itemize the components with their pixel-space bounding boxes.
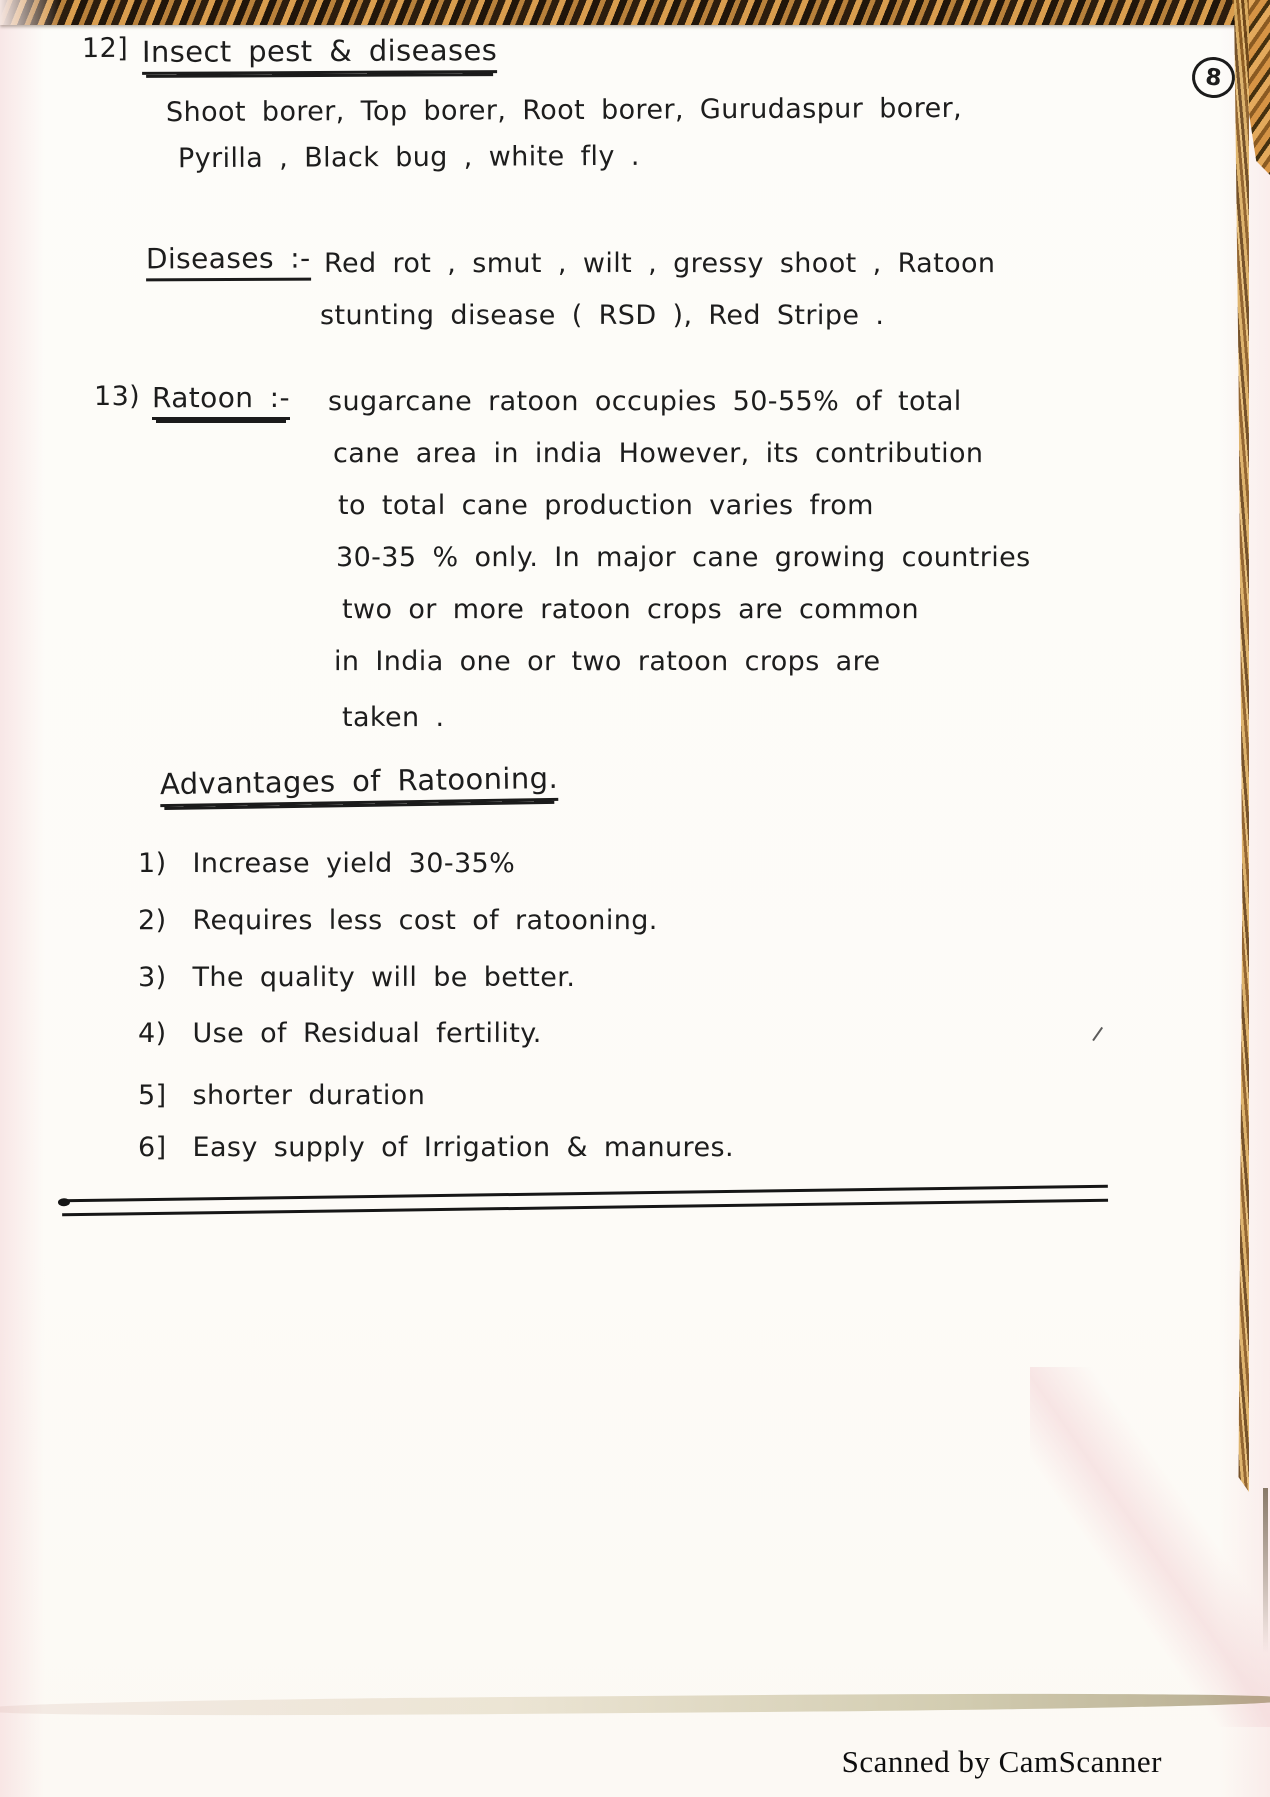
section-13-marker: 13) (94, 381, 141, 412)
advantage-item (138, 1018, 542, 1049)
stray-pen-mark (1092, 1027, 1109, 1045)
section-12-marker: 12] (81, 32, 129, 65)
ratoon-paragraph (328, 376, 1031, 748)
diseases-line-1: Red rot , smut , wilt , gressy shoot , Ratoon (324, 248, 996, 279)
advantage-item (138, 905, 658, 936)
advantage-item (138, 1080, 425, 1111)
list-item-text: Requires less cost of ratooning. (192, 905, 658, 936)
ratoon-line-3: to total cane production varies from (338, 490, 874, 521)
list-item-marker: 4) (138, 1018, 167, 1049)
page-number-badge (1190, 55, 1237, 100)
ratoon-line-7: taken . (342, 702, 445, 733)
advantage-item (138, 962, 575, 993)
ratoon-line-1: sugarcane ratoon occupies 50-55% of total (328, 386, 962, 417)
list-item-text: Easy supply of Irrigation & manures. (192, 1132, 734, 1163)
advantages-heading: Advantages of Ratooning. (160, 761, 559, 807)
ratoon-label: Ratoon :- (152, 381, 290, 420)
list-item-marker: 1) (138, 848, 167, 879)
diseases-text (320, 238, 996, 342)
advantage-item (138, 1132, 734, 1163)
insect-pests-line-2: Pyrilla , Black bug , white fly . (177, 140, 640, 175)
list-item-text: Use of Residual fertility. (192, 1018, 542, 1049)
ratoon-line-6: in India one or two ratoon crops are (334, 646, 881, 677)
advantage-item (138, 848, 515, 879)
scan-pink-streak (1030, 1367, 1270, 1727)
diseases-line-2: stunting disease ( RSD ), Red Stripe . (320, 300, 885, 331)
ratoon-line-5: two or more ratoon crops are common (342, 594, 919, 625)
list-item-marker: 2) (138, 905, 167, 936)
camscanner-watermark: Scanned by CamScanner (841, 1744, 1162, 1779)
list-item-text: shorter duration (192, 1080, 426, 1111)
list-item-marker: 5] (138, 1080, 167, 1111)
ratoon-line-4: 30-35 % only. In major cane growing countries (336, 542, 1031, 573)
woven-mat-top-strip (0, 0, 1270, 25)
woven-mat-right-edge (1234, 0, 1249, 1492)
page-number: 8 (1204, 63, 1223, 92)
list-item-marker: 6] (138, 1132, 167, 1163)
section-end-divider (62, 1185, 1108, 1217)
list-item-text: Increase yield 30-35% (192, 848, 516, 879)
section-12-heading: Insect pest & diseases (142, 33, 497, 75)
diseases-label: Diseases :- (146, 242, 311, 282)
list-item-text: The quality will be better. (192, 962, 576, 993)
insect-pests-line-1: Shoot borer, Top borer, Root borer, Gurudaspur borer, (165, 92, 963, 129)
list-item-marker: 3) (138, 962, 167, 993)
ratoon-line-2: cane area in india However, its contribution (333, 438, 984, 469)
